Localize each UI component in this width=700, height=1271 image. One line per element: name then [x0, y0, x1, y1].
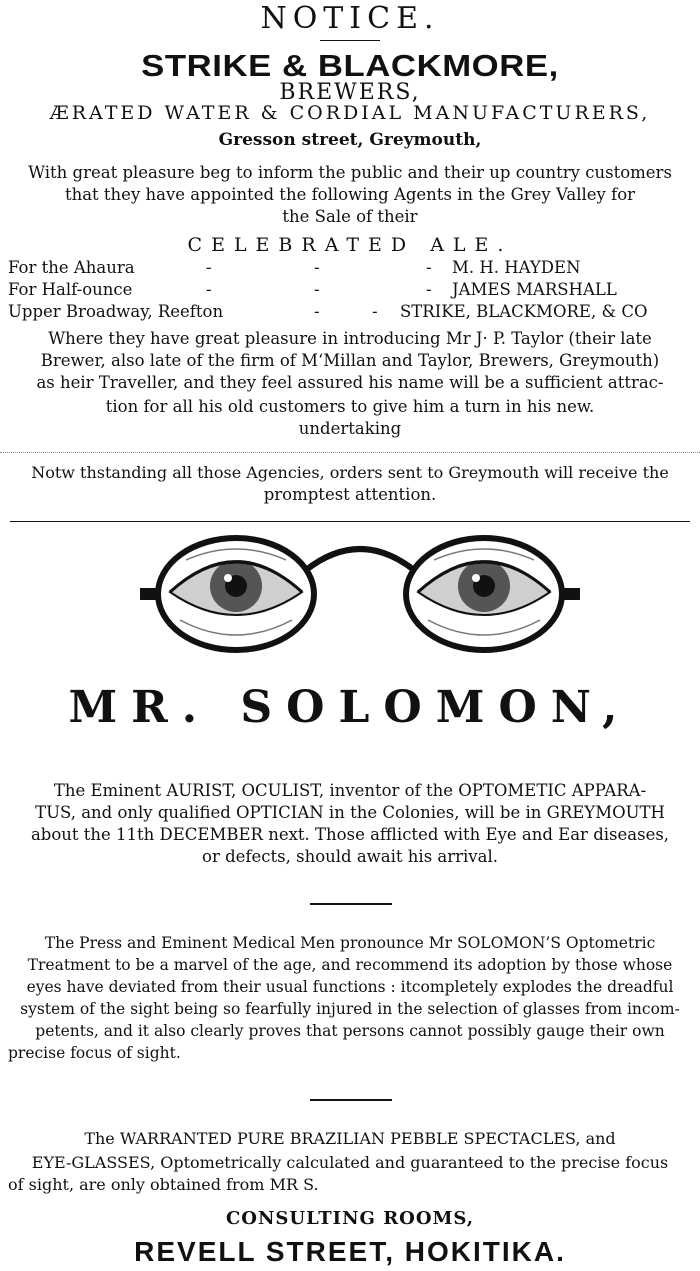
solomon-para3-line: EYE-GLASSES, Optometrically calculated and guaranteed to the precise focus	[31, 1153, 669, 1172]
firm-address: Gresson street, Greymouth,	[218, 130, 482, 150]
location: REVELL STREET, HOKITIKA.	[134, 1236, 566, 1267]
agent-place: For Half-ounce	[8, 280, 133, 299]
traveller-line: Brewer, also late of the firm of M‘Millan and Taylor, Brewers, Greymouth)	[40, 351, 660, 370]
firm-name: STRIKE & BLACKMORE,	[141, 48, 559, 83]
dash: -	[426, 280, 432, 299]
short-divider	[310, 1099, 392, 1101]
solomon-para2-line: eyes have deviated from their usual functions : itcompletely explodes the dreadful	[26, 978, 674, 996]
traveller-line: undertaking	[298, 419, 402, 438]
notwithstanding-line: Notw thstanding all those Agencies, orders sent to Greymouth will receive the	[31, 463, 669, 482]
solomon-para2-line: petents, and it also clearly proves that persons cannot possibly gauge their own	[35, 1022, 665, 1040]
dash: -	[206, 258, 212, 277]
traveller-line: as heir Traveller, and they feel assured his name will be a sufficient attrac-	[36, 373, 664, 392]
dotted-divider	[0, 452, 700, 453]
intro-line: With great pleasure beg to inform the public and their up country customers	[28, 163, 672, 182]
solomon-para3-line: The WARRANTED PURE BRAZILIAN PEBBLE SPECTACLES, and	[84, 1129, 616, 1148]
bridge	[306, 549, 414, 570]
solomon-title: MR. SOLOMON,	[68, 682, 632, 733]
solomon-para2-line: system of the sight being so fearfully injured in the selection of glasses from incom-	[20, 1000, 680, 1018]
traveller-line: Where they have great pleasure in introducing Mr J· P. Taylor (their late	[48, 329, 652, 348]
solomon-para1-line: TUS, and only qualified OPTICIAN in the Colonies, will be in GREYMOUTH	[35, 803, 665, 822]
dash: -	[314, 280, 320, 299]
notwithstanding-line: promptest attention.	[263, 485, 437, 504]
agent-place: For the Ahaura	[8, 258, 135, 277]
left-lens	[158, 538, 314, 650]
solomon-para2-line: The Press and Eminent Medical Men pronounce Mr SOLOMON’S Optometric	[44, 934, 656, 952]
trade-title: BREWERS,	[279, 80, 421, 105]
solomon-para3-line: of sight, are only obtained from MR S.	[8, 1175, 319, 1194]
intro-line: that they have appointed the following Agents in the Grey Valley for	[64, 185, 636, 204]
agent-name: JAMES MARSHALL	[452, 280, 617, 299]
solomon-para1-line: about the 11th DECEMBER next. Those afflicted with Eye and Ear diseases,	[30, 825, 670, 844]
solomon-para2-line: precise focus of sight.	[8, 1044, 181, 1062]
right-lens	[406, 538, 562, 650]
traveller-line: tion for all his old customers to give him a turn in his new.	[105, 397, 595, 416]
dash: -	[314, 302, 320, 321]
dash: -	[206, 280, 212, 299]
notice-heading: NOTICE.	[260, 1, 440, 36]
subtrade-title: ÆRATED WATER & CORDIAL MANUFACTURERS,	[49, 102, 651, 124]
dash: -	[372, 302, 378, 321]
short-divider	[310, 903, 392, 905]
consulting-rooms: CONSULTING ROOMS,	[225, 1208, 475, 1229]
heading-rule	[320, 40, 380, 41]
agent-name: STRIKE, BLACKMORE, & CO	[400, 302, 648, 321]
celebrated-ale: CELEBRATED ALE.	[187, 234, 513, 256]
intro-line: the Sale of their	[282, 207, 418, 226]
section-divider	[10, 521, 690, 522]
agent-name: M. H. HAYDEN	[452, 258, 581, 277]
spectacles-illustration	[140, 530, 580, 670]
solomon-para1-line: The Eminent AURIST, OCULIST, inventor of the OPTOMETIC APPARA-	[53, 781, 647, 800]
solomon-para2-line: Treatment to be a marvel of the age, and recommend its adoption by those whose	[27, 956, 673, 974]
dash: -	[426, 258, 432, 277]
solomon-para1-line: or defects, should await his arrival.	[202, 847, 498, 866]
agent-place: Upper Broadway, Reefton	[8, 302, 224, 321]
dash: -	[314, 258, 320, 277]
